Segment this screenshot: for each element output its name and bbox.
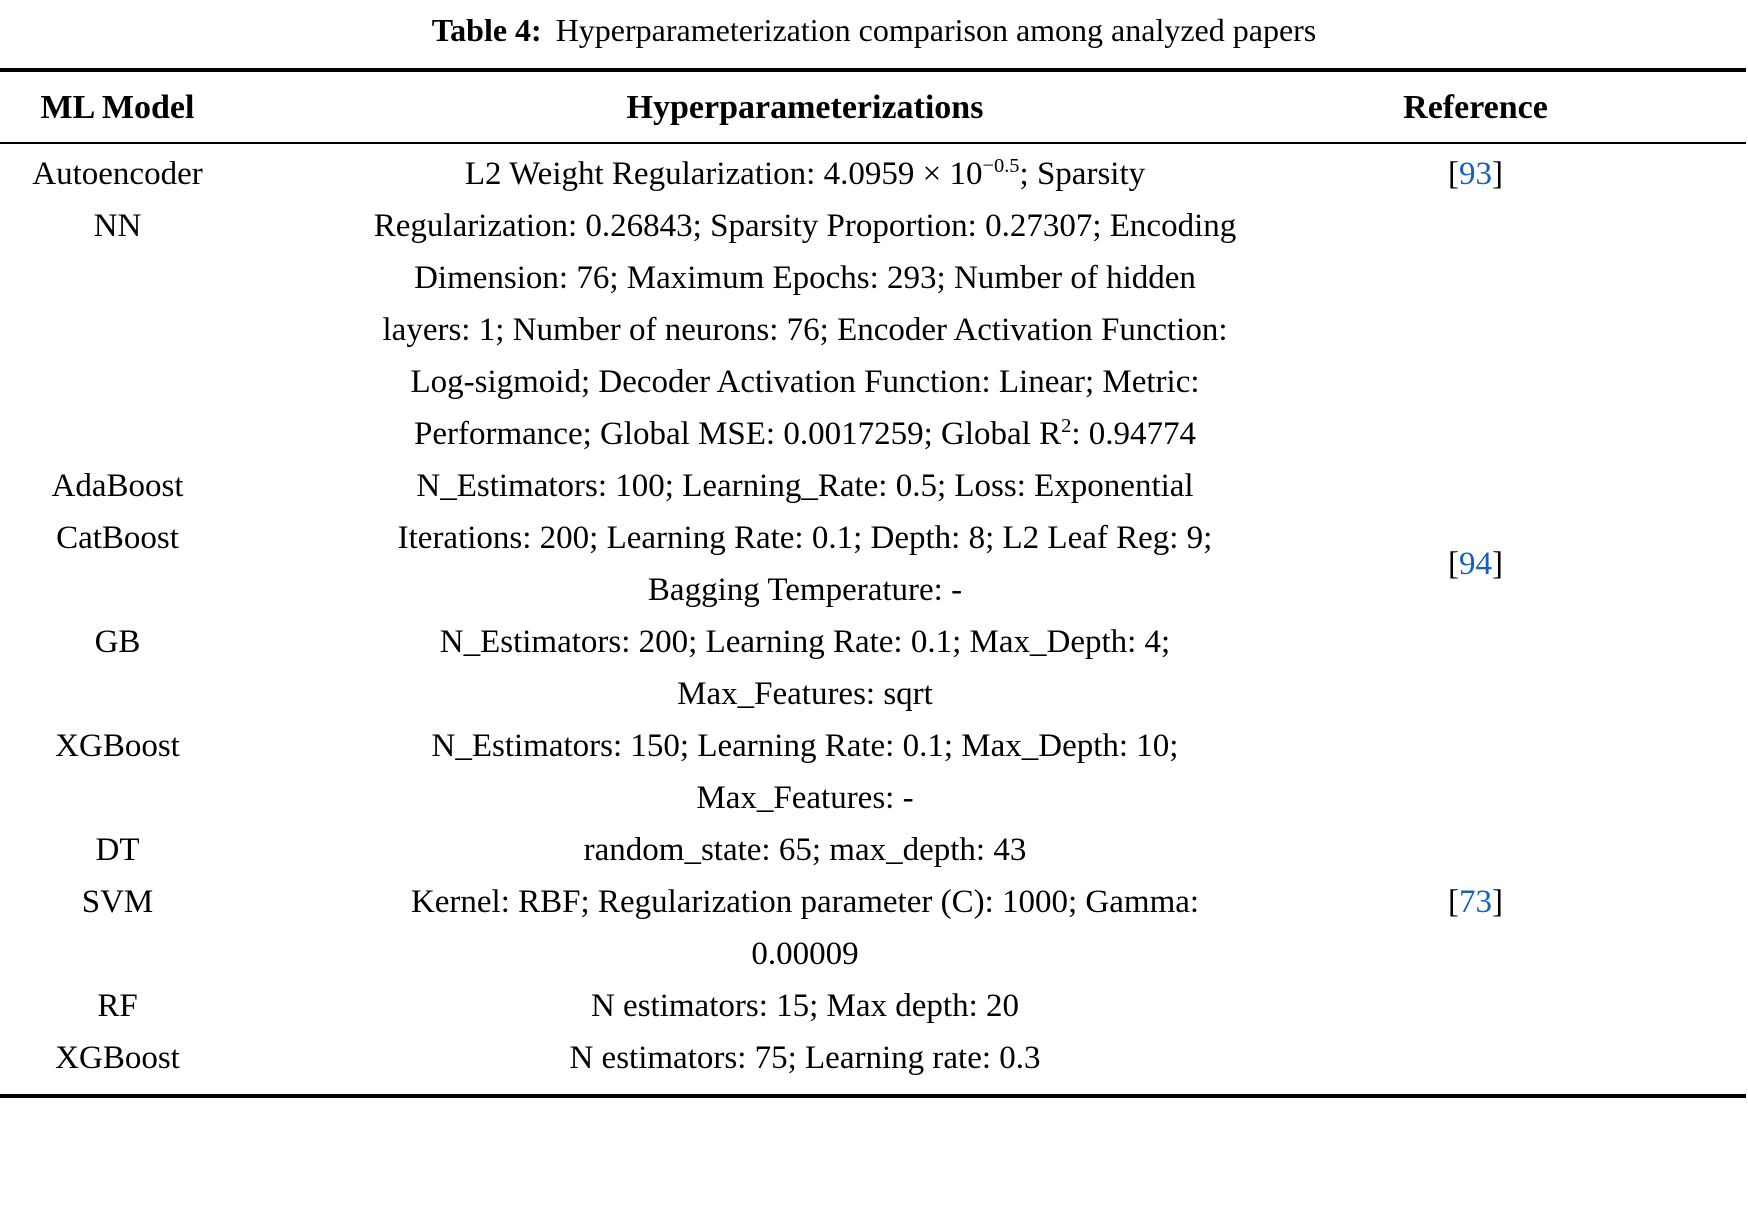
hyperparameters-cell: N estimators: 15; Max depth: 20: [590, 988, 1020, 1024]
table-row-adaboost: [0, 460, 1746, 512]
header-ml-model: ML Model: [0, 70, 235, 143]
citation-bracket-open: [: [1448, 546, 1459, 582]
table-caption: [0, 8, 1748, 52]
hyperparameters-cell: N_Estimators: 100; Learning_Rate: 0.5; Loss: Exponential: [416, 468, 1194, 504]
reference-cell: [1375, 1032, 1746, 1096]
model-cell: GB: [94, 624, 141, 660]
reference-cell: [1375, 876, 1746, 980]
hyperparameters-cell: N estimators: 75; Learning rate: 0.3: [569, 1040, 1041, 1076]
header-row: [0, 70, 1746, 143]
citation-bracket-close: ]: [1492, 156, 1503, 192]
table-row-dt: [0, 824, 1746, 876]
table-row-catboost: [0, 512, 1746, 616]
citation-link[interactable]: 93: [1459, 156, 1492, 192]
model-cell: XGBoost: [55, 1040, 180, 1076]
table-caption-text: Hyperparameterization comparison among analyzed papers: [555, 12, 1317, 48]
hyperparameters-cell: N_Estimators: 150; Learning Rate: 0.1; Max_Depth: 10; Max_Features: -: [431, 728, 1179, 816]
table-caption-label: Table 4:: [431, 12, 542, 48]
citation-bracket-open: [: [1448, 884, 1459, 920]
reference-cell: [1375, 143, 1746, 460]
citation-bracket-close: ]: [1492, 884, 1503, 920]
citation-link[interactable]: 94: [1459, 546, 1492, 582]
citation-link[interactable]: 73: [1459, 884, 1492, 920]
table-row-xgboost: [0, 720, 1746, 824]
model-cell: DT: [95, 832, 140, 868]
model-cell: RF: [97, 988, 138, 1024]
reference-cell: [1375, 980, 1746, 1032]
reference-cell: [1375, 824, 1746, 876]
model-cell: AdaBoost: [51, 468, 184, 504]
table-row-svm: [0, 876, 1746, 980]
header-reference: Reference: [1375, 70, 1746, 143]
reference-cell: [1375, 512, 1746, 616]
hyperparameters-cell: Kernel: RBF; Regularization parameter (C): 1000; Gamma: 0.00009: [410, 884, 1200, 972]
model-cell: CatBoost: [56, 520, 179, 556]
hyperparameters-cell: L2 Weight Regularization: $4.0959 \times 10^{-0.5}$; Sparsity Regularization: 0.26843; Sparsity Proportion: 0.27307; Encoding Dimension: 76; Maximum Epochs: 293; Number of hidden layers: 1; Number of neurons: 76; Encoder Activation Function: Log-sigmoid; Decoder Activation Function: Linear; Metric: Performance; Global MSE: 0.0017259; Global $R^2$: 0.94774: [373, 155, 1237, 452]
reference-cell: [1375, 460, 1746, 512]
reference-cell: [1375, 616, 1746, 720]
hyperparameters-cell: N_Estimators: 200; Learning Rate: 0.1; Max_Depth: 4; Max_Features: sqrt: [439, 624, 1171, 712]
table-row-gb: [0, 616, 1746, 720]
table-row-xgboost-2: [0, 1032, 1746, 1096]
table-row-autoencoder-nn: [0, 143, 1746, 460]
model-cell: Autoencoder NN: [32, 156, 203, 244]
table-row-rf: [0, 980, 1746, 1032]
hyperparameters-cell: random_state: 65; max_depth: 43: [583, 832, 1027, 868]
header-hyperparameterizations: Hyperparameterizations: [235, 70, 1375, 143]
citation-bracket-close: ]: [1492, 546, 1503, 582]
citation-bracket-open: [: [1448, 156, 1459, 192]
hyperparameterization-table: [0, 68, 1746, 1098]
model-cell: XGBoost: [55, 728, 180, 764]
model-cell: SVM: [81, 884, 154, 920]
hyperparameters-cell: Iterations: 200; Learning Rate: 0.1; Depth: 8; L2 Leaf Reg: 9; Bagging Temperature: -: [397, 520, 1213, 608]
reference-cell: [1375, 720, 1746, 824]
